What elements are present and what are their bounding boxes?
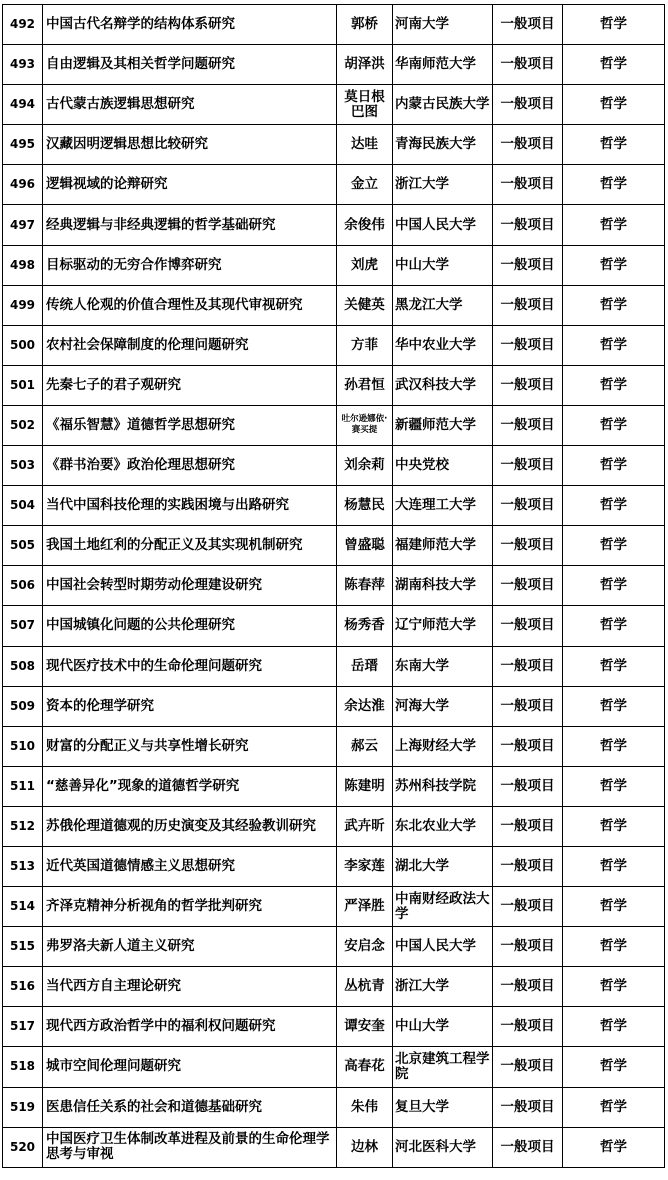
table-row xyxy=(3,125,665,165)
principal-investigator: 孙君恒 xyxy=(337,365,393,405)
discipline: 哲学 xyxy=(563,245,665,285)
project-type: 一般项目 xyxy=(493,405,563,445)
discipline: 哲学 xyxy=(563,1087,665,1127)
principal-investigator: 陈春萍 xyxy=(337,566,393,606)
principal-investigator: 余达淮 xyxy=(337,686,393,726)
institution: 河南大学 xyxy=(393,5,493,45)
project-type: 一般项目 xyxy=(493,125,563,165)
principal-investigator: 达哇 xyxy=(337,125,393,165)
row-number: 505 xyxy=(3,526,43,566)
principal-investigator: 胡泽洪 xyxy=(337,45,393,85)
project-title: 财富的分配正义与共享性增长研究 xyxy=(43,726,337,766)
principal-investigator: 杨慧民 xyxy=(337,486,393,526)
institution: 黑龙江大学 xyxy=(393,285,493,325)
project-type: 一般项目 xyxy=(493,646,563,686)
project-title: 《群书治要》政治伦理思想研究 xyxy=(43,446,337,486)
institution: 浙江大学 xyxy=(393,967,493,1007)
table-row xyxy=(3,85,665,125)
principal-investigator: 严泽胜 xyxy=(337,887,393,927)
project-title: 当代中国科技伦理的实践困境与出路研究 xyxy=(43,486,337,526)
row-number: 507 xyxy=(3,606,43,646)
discipline: 哲学 xyxy=(563,405,665,445)
institution: 辽宁师范大学 xyxy=(393,606,493,646)
project-type: 一般项目 xyxy=(493,486,563,526)
discipline: 哲学 xyxy=(563,45,665,85)
principal-investigator: 安启念 xyxy=(337,927,393,967)
institution: 新疆师范大学 xyxy=(393,405,493,445)
row-number: 501 xyxy=(3,365,43,405)
table-row xyxy=(3,446,665,486)
table-row xyxy=(3,325,665,365)
row-number: 493 xyxy=(3,45,43,85)
table-row xyxy=(3,726,665,766)
row-number: 511 xyxy=(3,766,43,806)
principal-investigator: 陈建明 xyxy=(337,766,393,806)
project-type: 一般项目 xyxy=(493,967,563,1007)
row-number: 506 xyxy=(3,566,43,606)
project-title: 中国社会转型时期劳动伦理建设研究 xyxy=(43,566,337,606)
institution: 福建师范大学 xyxy=(393,526,493,566)
table-body xyxy=(3,5,665,1168)
row-number: 495 xyxy=(3,125,43,165)
row-number: 516 xyxy=(3,967,43,1007)
table-row xyxy=(3,1047,665,1087)
discipline: 哲学 xyxy=(563,85,665,125)
project-title: 我国土地红利的分配正义及其实现机制研究 xyxy=(43,526,337,566)
institution: 上海财经大学 xyxy=(393,726,493,766)
row-number: 517 xyxy=(3,1007,43,1047)
project-type: 一般项目 xyxy=(493,1087,563,1127)
table-row xyxy=(3,927,665,967)
institution: 河北医科大学 xyxy=(393,1127,493,1167)
table-row xyxy=(3,365,665,405)
row-number: 503 xyxy=(3,446,43,486)
principal-investigator: 武卉昕 xyxy=(337,806,393,846)
table-row xyxy=(3,285,665,325)
discipline: 哲学 xyxy=(563,365,665,405)
principal-investigator: 谭安奎 xyxy=(337,1007,393,1047)
principal-investigator: 郭桥 xyxy=(337,5,393,45)
project-type: 一般项目 xyxy=(493,85,563,125)
project-type: 一般项目 xyxy=(493,365,563,405)
project-type: 一般项目 xyxy=(493,606,563,646)
discipline: 哲学 xyxy=(563,446,665,486)
project-type: 一般项目 xyxy=(493,205,563,245)
row-number: 508 xyxy=(3,646,43,686)
principal-investigator: 金立 xyxy=(337,165,393,205)
project-title: 弗罗洛夫新人道主义研究 xyxy=(43,927,337,967)
principal-investigator: 李家莲 xyxy=(337,846,393,886)
project-title: 现代西方政治哲学中的福利权问题研究 xyxy=(43,1007,337,1047)
discipline: 哲学 xyxy=(563,726,665,766)
project-title: 目标驱动的无穷合作博弈研究 xyxy=(43,245,337,285)
row-number: 518 xyxy=(3,1047,43,1087)
principal-investigator: 莫日根巴图 xyxy=(337,85,393,125)
institution: 东北农业大学 xyxy=(393,806,493,846)
project-title: 先秦七子的君子观研究 xyxy=(43,365,337,405)
table-row xyxy=(3,45,665,85)
project-type: 一般项目 xyxy=(493,766,563,806)
table-row xyxy=(3,566,665,606)
project-title: “慈善异化”现象的道德哲学研究 xyxy=(43,766,337,806)
institution: 内蒙古民族大学 xyxy=(393,85,493,125)
row-number: 492 xyxy=(3,5,43,45)
principal-investigator: 岳瑨 xyxy=(337,646,393,686)
table-row xyxy=(3,606,665,646)
institution: 湖北大学 xyxy=(393,846,493,886)
row-number: 515 xyxy=(3,927,43,967)
discipline: 哲学 xyxy=(563,566,665,606)
row-number: 509 xyxy=(3,686,43,726)
discipline: 哲学 xyxy=(563,646,665,686)
discipline: 哲学 xyxy=(563,766,665,806)
table-row xyxy=(3,1127,665,1167)
principal-investigator: 朱伟 xyxy=(337,1087,393,1127)
project-title: 齐泽克精神分析视角的哲学批判研究 xyxy=(43,887,337,927)
institution: 浙江大学 xyxy=(393,165,493,205)
discipline: 哲学 xyxy=(563,686,665,726)
row-number: 519 xyxy=(3,1087,43,1127)
principal-investigator: 余俊伟 xyxy=(337,205,393,245)
project-title: 经典逻辑与非经典逻辑的哲学基础研究 xyxy=(43,205,337,245)
project-type: 一般项目 xyxy=(493,5,563,45)
table-row xyxy=(3,486,665,526)
table-row xyxy=(3,405,665,445)
discipline: 哲学 xyxy=(563,325,665,365)
institution: 北京建筑工程学院 xyxy=(393,1047,493,1087)
principal-investigator: 关健英 xyxy=(337,285,393,325)
project-type: 一般项目 xyxy=(493,165,563,205)
project-title: 资本的伦理学研究 xyxy=(43,686,337,726)
project-type: 一般项目 xyxy=(493,245,563,285)
principal-investigator: 杨秀香 xyxy=(337,606,393,646)
institution: 苏州科技学院 xyxy=(393,766,493,806)
institution: 中国人民大学 xyxy=(393,205,493,245)
row-number: 502 xyxy=(3,405,43,445)
project-title: 《福乐智慧》道德哲学思想研究 xyxy=(43,405,337,445)
discipline: 哲学 xyxy=(563,5,665,45)
row-number: 514 xyxy=(3,887,43,927)
table-row xyxy=(3,887,665,927)
row-number: 513 xyxy=(3,846,43,886)
table-row xyxy=(3,526,665,566)
project-type: 一般项目 xyxy=(493,566,563,606)
row-number: 500 xyxy=(3,325,43,365)
discipline: 哲学 xyxy=(563,1127,665,1167)
table-row xyxy=(3,1087,665,1127)
project-title: 传统人伦观的价值合理性及其现代审视研究 xyxy=(43,285,337,325)
institution: 华中农业大学 xyxy=(393,325,493,365)
project-title: 苏俄伦理道德观的历史演变及其经验教训研究 xyxy=(43,806,337,846)
discipline: 哲学 xyxy=(563,165,665,205)
project-list-table xyxy=(2,4,665,1168)
project-title: 中国古代名辩学的结构体系研究 xyxy=(43,5,337,45)
project-type: 一般项目 xyxy=(493,927,563,967)
table-row xyxy=(3,766,665,806)
project-title: 城市空间伦理问题研究 xyxy=(43,1047,337,1087)
principal-investigator: 边林 xyxy=(337,1127,393,1167)
principal-investigator: 刘虎 xyxy=(337,245,393,285)
project-type: 一般项目 xyxy=(493,806,563,846)
project-type: 一般项目 xyxy=(493,325,563,365)
table-row xyxy=(3,205,665,245)
discipline: 哲学 xyxy=(563,125,665,165)
project-type: 一般项目 xyxy=(493,1127,563,1167)
institution: 中国人民大学 xyxy=(393,927,493,967)
project-type: 一般项目 xyxy=(493,1007,563,1047)
principal-investigator: 郝云 xyxy=(337,726,393,766)
table-row xyxy=(3,646,665,686)
table-row xyxy=(3,165,665,205)
project-title: 自由逻辑及其相关哲学问题研究 xyxy=(43,45,337,85)
discipline: 哲学 xyxy=(563,927,665,967)
principal-investigator: 丛杭青 xyxy=(337,967,393,1007)
project-title: 医患信任关系的社会和道德基础研究 xyxy=(43,1087,337,1127)
table-row xyxy=(3,5,665,45)
project-type: 一般项目 xyxy=(493,285,563,325)
table-row xyxy=(3,686,665,726)
table-row xyxy=(3,1007,665,1047)
row-number: 499 xyxy=(3,285,43,325)
institution: 青海民族大学 xyxy=(393,125,493,165)
institution: 中央党校 xyxy=(393,446,493,486)
project-title: 农村社会保障制度的伦理问题研究 xyxy=(43,325,337,365)
project-title: 近代英国道德情感主义思想研究 xyxy=(43,846,337,886)
discipline: 哲学 xyxy=(563,205,665,245)
project-type: 一般项目 xyxy=(493,726,563,766)
institution: 大连理工大学 xyxy=(393,486,493,526)
discipline: 哲学 xyxy=(563,1047,665,1087)
institution: 中山大学 xyxy=(393,245,493,285)
discipline: 哲学 xyxy=(563,806,665,846)
institution: 湖南科技大学 xyxy=(393,566,493,606)
project-title: 汉藏因明逻辑思想比较研究 xyxy=(43,125,337,165)
row-number: 520 xyxy=(3,1127,43,1167)
institution: 河海大学 xyxy=(393,686,493,726)
discipline: 哲学 xyxy=(563,285,665,325)
project-title: 中国城镇化问题的公共伦理研究 xyxy=(43,606,337,646)
table-row xyxy=(3,967,665,1007)
institution: 武汉科技大学 xyxy=(393,365,493,405)
project-type: 一般项目 xyxy=(493,846,563,886)
project-type: 一般项目 xyxy=(493,526,563,566)
project-title: 当代西方自主理论研究 xyxy=(43,967,337,1007)
row-number: 497 xyxy=(3,205,43,245)
institution: 中南财经政法大学 xyxy=(393,887,493,927)
principal-investigator: 高春花 xyxy=(337,1047,393,1087)
discipline: 哲学 xyxy=(563,967,665,1007)
row-number: 510 xyxy=(3,726,43,766)
table-row xyxy=(3,806,665,846)
institution: 东南大学 xyxy=(393,646,493,686)
discipline: 哲学 xyxy=(563,526,665,566)
row-number: 494 xyxy=(3,85,43,125)
principal-investigator: 曾盛聪 xyxy=(337,526,393,566)
project-title: 古代蒙古族逻辑思想研究 xyxy=(43,85,337,125)
project-type: 一般项目 xyxy=(493,446,563,486)
table-row xyxy=(3,846,665,886)
discipline: 哲学 xyxy=(563,846,665,886)
project-type: 一般项目 xyxy=(493,887,563,927)
discipline: 哲学 xyxy=(563,887,665,927)
project-type: 一般项目 xyxy=(493,45,563,85)
principal-investigator: 吐尔逊娜依·赛买提 xyxy=(337,405,393,445)
project-title: 中国医疗卫生体制改革进程及前景的生命伦理学思考与审视 xyxy=(43,1127,337,1167)
institution: 复旦大学 xyxy=(393,1087,493,1127)
project-title: 现代医疗技术中的生命伦理问题研究 xyxy=(43,646,337,686)
row-number: 496 xyxy=(3,165,43,205)
discipline: 哲学 xyxy=(563,1007,665,1047)
discipline: 哲学 xyxy=(563,606,665,646)
institution: 华南师范大学 xyxy=(393,45,493,85)
row-number: 504 xyxy=(3,486,43,526)
principal-investigator: 刘余莉 xyxy=(337,446,393,486)
row-number: 498 xyxy=(3,245,43,285)
discipline: 哲学 xyxy=(563,486,665,526)
institution: 中山大学 xyxy=(393,1007,493,1047)
project-type: 一般项目 xyxy=(493,1047,563,1087)
project-title: 逻辑视域的论辩研究 xyxy=(43,165,337,205)
principal-investigator: 方菲 xyxy=(337,325,393,365)
project-type: 一般项目 xyxy=(493,686,563,726)
table-row xyxy=(3,245,665,285)
row-number: 512 xyxy=(3,806,43,846)
